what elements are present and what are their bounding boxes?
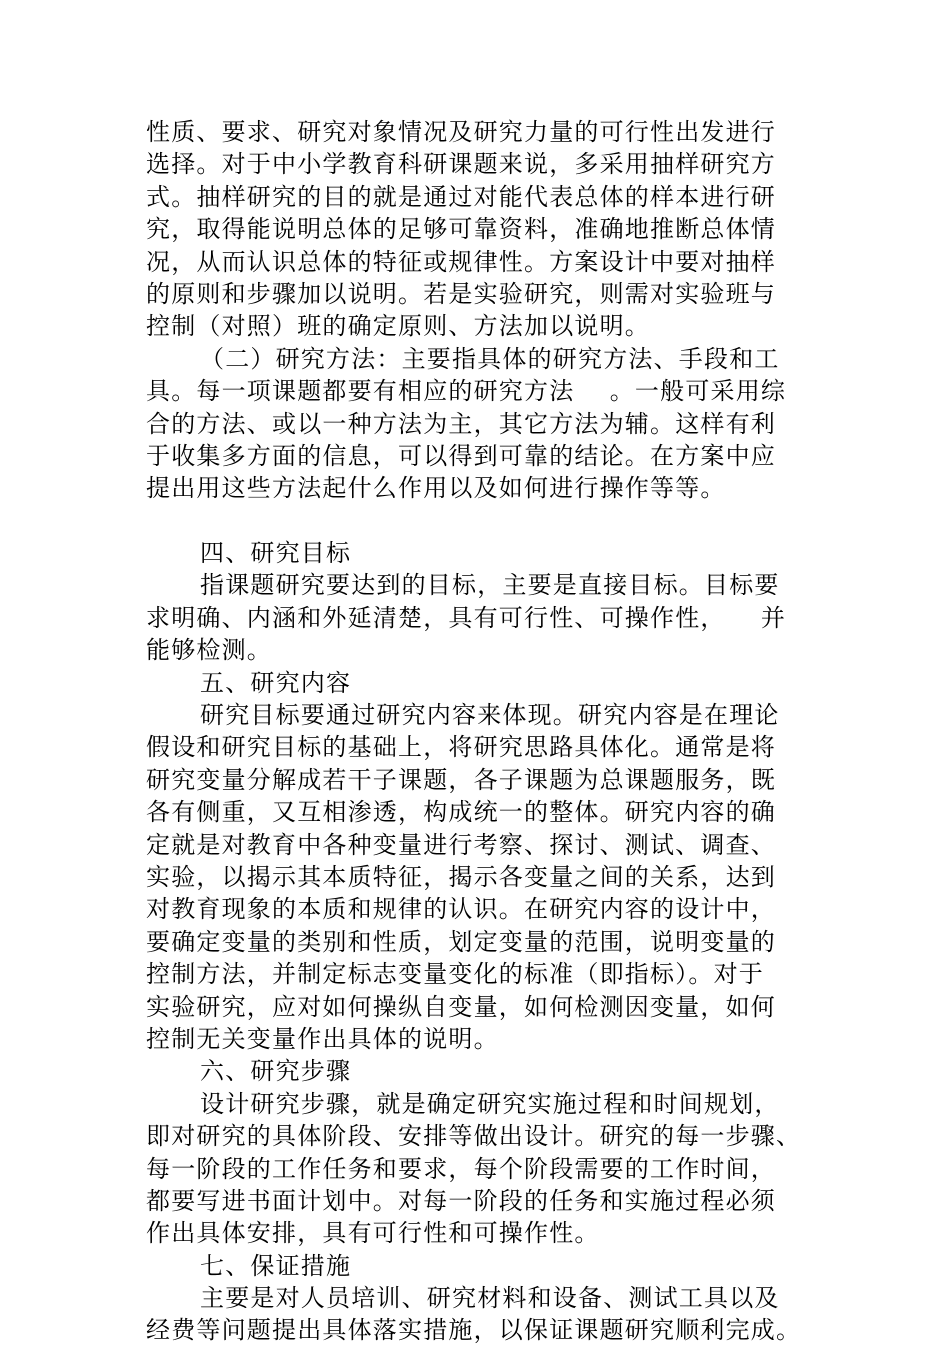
section-heading-research-content: 五、研究内容 (200, 668, 352, 697)
text-line: 性质、要求、研究对象情况及研究力量的可行性出发进行 (146, 118, 776, 146)
text-line: （二）研究方法：主要指具体的研究方法、手段和工 (200, 344, 780, 373)
text-line: 合的方法、或以一种方法为主，其它方法为辅。这样有利 (146, 409, 776, 438)
text-line: 究，取得能说明总体的足够可靠资料，准确地推断总体情 (146, 215, 776, 244)
text-line: 研究目标要通过研究内容来体现。研究内容是在理论 (200, 701, 780, 730)
text-line: 主要是对人员培训、研究材料和设备、测试工具以及 (200, 1284, 780, 1313)
text-line: 都要写进书面计划中。对每一阶段的任务和实施过程必须 (146, 1186, 776, 1215)
section-heading-guarantee-measures: 七、保证措施 (200, 1251, 352, 1280)
text-line: 经费等问题提出具体落实措施，以保证课题研究顺利完成。 (146, 1316, 802, 1345)
text-line: 提出用这些方法起什么作用以及如何进行操作等等。 (146, 474, 726, 503)
text-line: 每一阶段的工作任务和要求，每个阶段需要的工作时间， (146, 1154, 776, 1183)
text-line: 具。每一项课题都要有相应的研究方法 。一般可采用综 (146, 377, 787, 406)
document-body (146, 116, 800, 1347)
text-line: 假设和研究目标的基础上，将研究思路具体化。通常是将 (146, 733, 776, 762)
text-line: 对教育现象的本质和规律的认识。在研究内容的设计中， (146, 895, 776, 924)
text-line: 定就是对教育中各种变量进行考察、探讨、测试、调查、 (146, 830, 776, 859)
text-line: 作出具体安排，具有可行性和可操作性。 (146, 1219, 600, 1248)
paragraph-research-content (146, 699, 800, 1055)
blank-line (146, 505, 800, 537)
section-heading-research-goals: 四、研究目标 (200, 539, 352, 568)
text-line: 况，从而认识总体的特征或规律性。方案设计中要对抽样 (146, 247, 776, 276)
text-line: 研究变量分解成若干子课题，各子课题为总课题服务，既 (146, 765, 776, 794)
text-line: 求明确、内涵和外延清楚，具有可行性、可操作性， 并 (146, 603, 787, 632)
text-line: 设计研究步骤，就是确定研究实施过程和时间规划， (200, 1089, 780, 1118)
paragraph-sampling (146, 116, 800, 343)
text-line: 控制（对照）班的确定原则、方法加以说明。 (146, 312, 650, 341)
text-line: 实验，以揭示其本质特征，揭示各变量之间的关系，达到 (146, 862, 776, 891)
text-line: 选择。对于中小学教育科研课题来说，多采用抽样研究方 (146, 150, 776, 179)
text-line: 式。抽样研究的目的就是通过对能代表总体的样本进行研 (146, 182, 776, 211)
text-line: 控制方法，并制定标志变量变化的标准（即指标）。对于 (146, 960, 764, 989)
paragraph-research-methods (146, 343, 800, 505)
section-heading-research-steps: 六、研究步骤 (200, 1057, 352, 1086)
paragraph-guarantee-measures (146, 1282, 800, 1347)
paragraph-research-steps (146, 1088, 800, 1250)
text-line: 实验研究，应对如何操纵自变量，如何检测因变量，如何 (146, 992, 776, 1021)
paragraph-research-goals (146, 569, 800, 666)
text-line: 要确定变量的类别和性质，划定变量的范围，说明变量的 (146, 927, 776, 956)
text-line: 的原则和步骤加以说明。若是实验研究，则需对实验班与 (146, 279, 776, 308)
text-line: 即对研究的具体阶段、安排等做出设计。研究的每一步骤、 (146, 1122, 802, 1151)
text-line: 指课题研究要达到的目标，主要是直接目标。目标要 (200, 571, 780, 600)
text-line: 于收集多方面的信息，可以得到可靠的结论。在方案中应 (146, 441, 776, 470)
text-line: 控制无关变量作出具体的说明。 (146, 1024, 499, 1053)
text-line: 各有侧重，又互相渗透，构成统一的整体。研究内容的确 (146, 798, 776, 827)
text-line: 能够检测。 (146, 636, 272, 665)
